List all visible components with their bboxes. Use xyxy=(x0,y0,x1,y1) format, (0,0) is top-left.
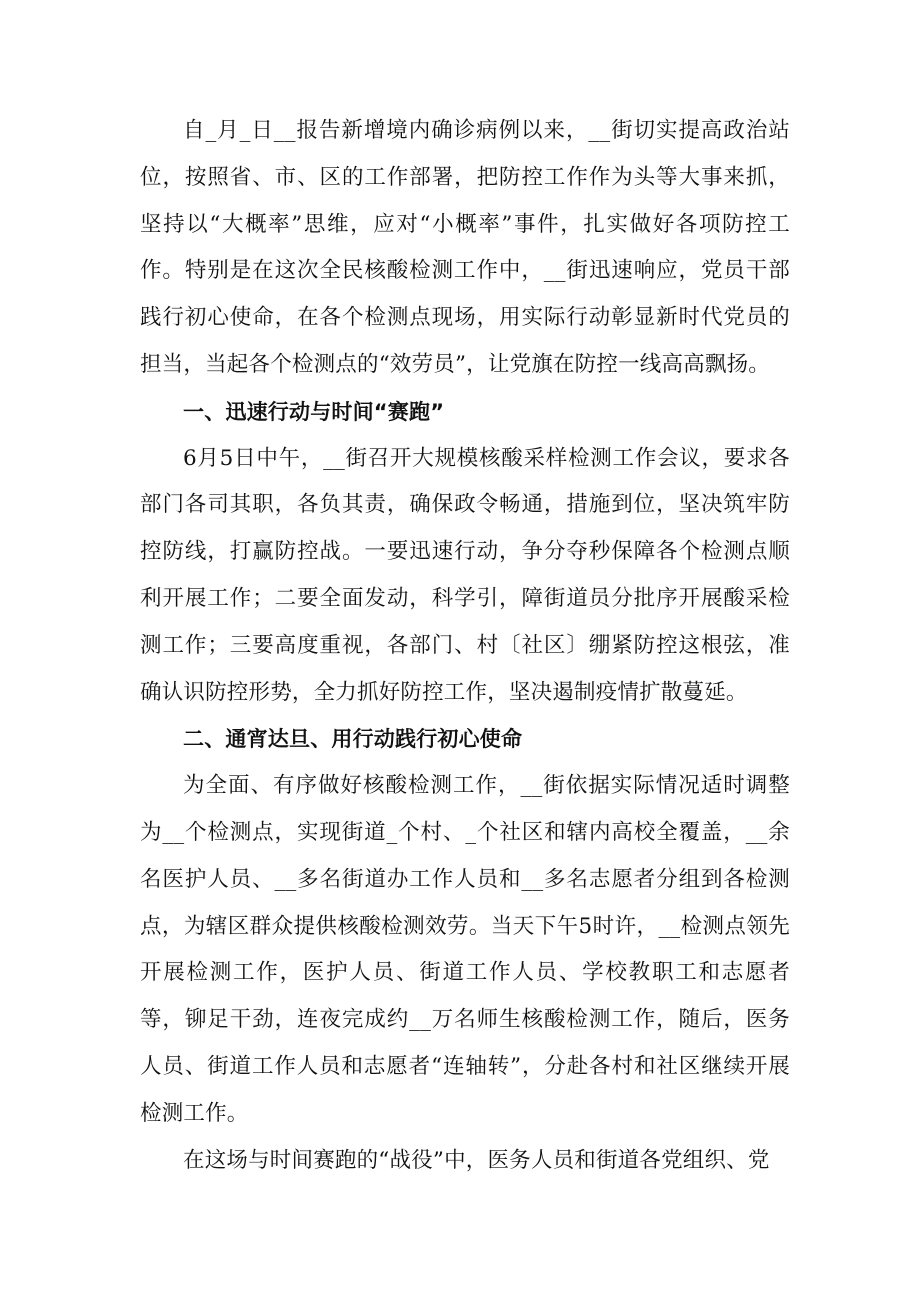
section-1-paragraph: 6月5日中午，__街召开大规模核酸采样检测工作会议，要求各部门各司其职，各负其责，确保政令畅通，措施到位，坚决筑牢防控防线，打赢防控战。一要迅速行动，争分夺秒保障各个检测点顺利开展工作；二要全面发动，科学引，障街道员分批序开展酸采检测工作；三要高度重视，各部门、村〔社区〕绷紧防控这根弦，准确认识防控形势，全力抓好防控工作，坚决遏制疫情扩散蔓延。 xyxy=(140,445,790,705)
section-heading-2: 二、通宵达旦、用行动践行初心使命 xyxy=(183,727,523,752)
document-body xyxy=(140,108,790,1184)
section-2-paragraph-continued: 在这场与时间赛跑的“战役”中，医务人员和街道各党组织、党 xyxy=(183,1147,770,1173)
intro-paragraph: 自_月_日__报告新增境内确诊病例以来，__街切实提高政治站位，按照省、市、区的工作部署，把防控工作作为头等大事来抓，坚持以“大概率”思维，应对“小概率”事件，扎实做好各项防控工作。特别是在这次全民核酸检测工作中，__街迅速响应，党员干部践行初心使命，在各个检测点现场，用实际行动彰显新时代党员的担当，当起各个检测点的“效劳员”，让党旗在防控一线高高飘扬。 xyxy=(140,118,790,377)
section-2-paragraph: 为全面、有序做好核酸检测工作，__街依据实际情况适时调整为__个检测点，实现街道_个村、_个社区和辖内高校全覆盖，__余名医护人员、__多名街道办工作人员和__多名志愿者分组到各检测点，为辖区群众提供核酸检测效劳。当天下午5时许，__检测点领先开展检测工作，医护人员、街道工作人员、学校教职工和志愿者等，铆足干劲，连夜完成约__万名师生核酸检测工作，随后，医务人员、街道工作人员和志愿者“连轴转”，分赴各村和社区继续开展检测工作。 xyxy=(140,773,790,1126)
section-heading-1: 一、迅速行动与时间“赛跑” xyxy=(183,399,445,424)
